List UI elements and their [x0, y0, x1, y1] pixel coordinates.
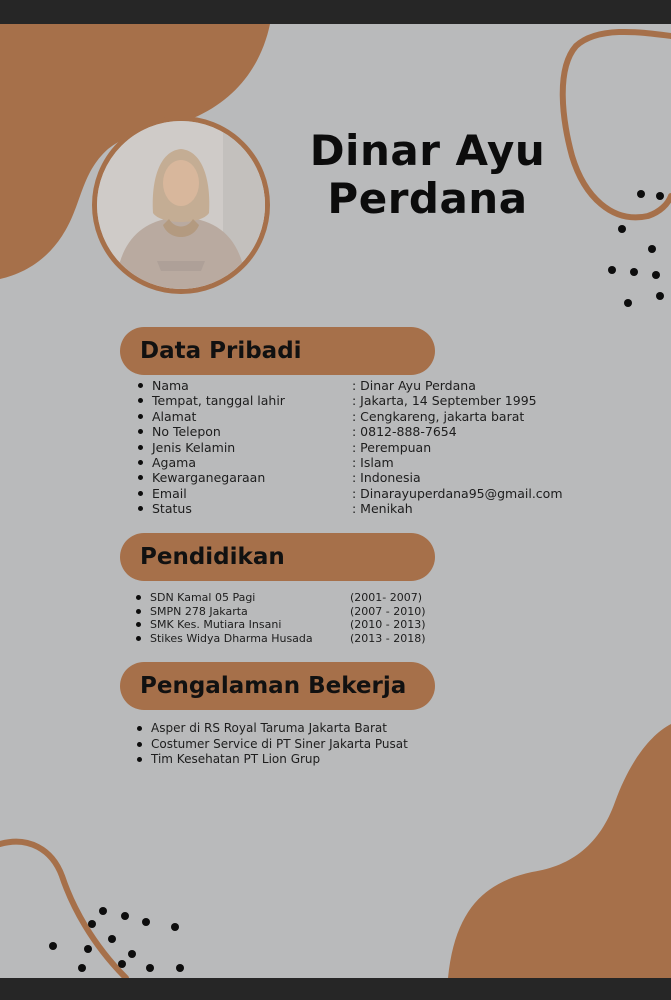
dot — [146, 964, 154, 972]
list-item — [150, 632, 450, 646]
school-years: (2001- 2007) — [350, 591, 423, 604]
dot — [121, 912, 129, 920]
field-label: Status — [152, 501, 192, 517]
field-value: : Perempuan — [352, 439, 432, 455]
list-item — [150, 591, 450, 605]
list-item — [152, 470, 622, 485]
field-value: : Dinarayuperdana95@gmail.com — [352, 485, 563, 501]
dot — [624, 299, 632, 307]
dot — [78, 964, 86, 972]
bottom-left-swirl — [0, 842, 126, 978]
dot — [630, 268, 638, 276]
dot — [652, 271, 660, 279]
school-name: SMK Kes. Mutiara Insani — [150, 618, 282, 631]
field-label: No Telepon — [152, 424, 221, 440]
field-label: Kewarganegaraan — [152, 470, 266, 486]
dot — [171, 923, 179, 931]
dot — [618, 225, 626, 233]
field-value: : Jakarta, 14 September 1995 — [352, 393, 537, 409]
section-header-personal: Data Pribadi — [120, 327, 435, 375]
dot — [656, 192, 664, 200]
portrait-photo-icon — [97, 121, 265, 289]
school-name: SMPN 278 Jakarta — [150, 604, 248, 618]
section-header-work: Pengalaman Bekerja — [120, 662, 435, 710]
field-value: : 0812-888-7654 — [352, 424, 457, 440]
field-value: : Menikah — [352, 501, 413, 517]
field-label: Nama — [152, 378, 189, 393]
field-value: : Cengkareng, jakarta barat — [352, 408, 525, 424]
field-label: Email — [152, 485, 187, 501]
profile-photo — [92, 116, 270, 294]
dot — [142, 918, 150, 926]
list-item — [152, 501, 622, 516]
resume-page — [0, 24, 671, 978]
bottom-right-blob — [448, 724, 671, 978]
name-line-2: Perdana — [327, 174, 528, 223]
dot — [656, 292, 664, 300]
list-item — [152, 455, 622, 470]
list-item: Asper di RS Royal Taruma Jakarta Barat — [151, 721, 451, 737]
list-item — [152, 440, 622, 455]
bottom-left-dots — [49, 907, 184, 972]
dot — [648, 245, 656, 253]
field-value: : Indonesia — [352, 470, 421, 486]
field-label: Alamat — [152, 408, 197, 424]
top-right-swirl — [563, 32, 671, 217]
dot — [608, 266, 616, 274]
field-label: Jenis Kelamin — [152, 439, 236, 455]
dot — [176, 964, 184, 972]
school-name: SDN Kamal 05 Pagi — [150, 591, 256, 604]
dot — [88, 920, 96, 928]
personal-info-list — [152, 378, 622, 517]
school-years: (2007 - 2010) — [350, 604, 426, 618]
field-label: Agama — [152, 454, 196, 470]
dot — [99, 907, 107, 915]
dot — [84, 945, 92, 953]
full-name-heading — [300, 127, 555, 223]
list-item — [152, 393, 622, 408]
school-years: (2013 - 2018) — [350, 631, 426, 645]
top-right-dots — [608, 190, 664, 307]
name-line-1: Dinar Ayu — [309, 126, 546, 175]
school-years: (2010 - 2013) — [350, 618, 426, 631]
list-item — [152, 424, 622, 439]
dot — [637, 190, 645, 198]
list-item — [152, 409, 622, 424]
list-item — [150, 605, 450, 619]
dot — [108, 935, 116, 943]
work-experience-list — [151, 721, 451, 768]
list-item: Tim Kesehatan PT Lion Grup — [151, 752, 451, 768]
field-label: Tempat, tanggal lahir — [152, 393, 285, 409]
school-name: Stikes Widya Dharma Husada — [150, 631, 313, 645]
education-list — [150, 591, 450, 645]
list-item: Costumer Service di PT Siner Jakarta Pusat — [151, 737, 451, 753]
dot — [118, 960, 126, 968]
list-item — [152, 378, 622, 393]
field-value: : Islam — [352, 454, 394, 470]
field-value: : Dinar Ayu Perdana — [352, 378, 476, 393]
section-header-education: Pendidikan — [120, 533, 435, 581]
dot — [128, 950, 136, 958]
list-item — [150, 618, 450, 632]
list-item — [152, 486, 622, 501]
dot — [49, 942, 57, 950]
